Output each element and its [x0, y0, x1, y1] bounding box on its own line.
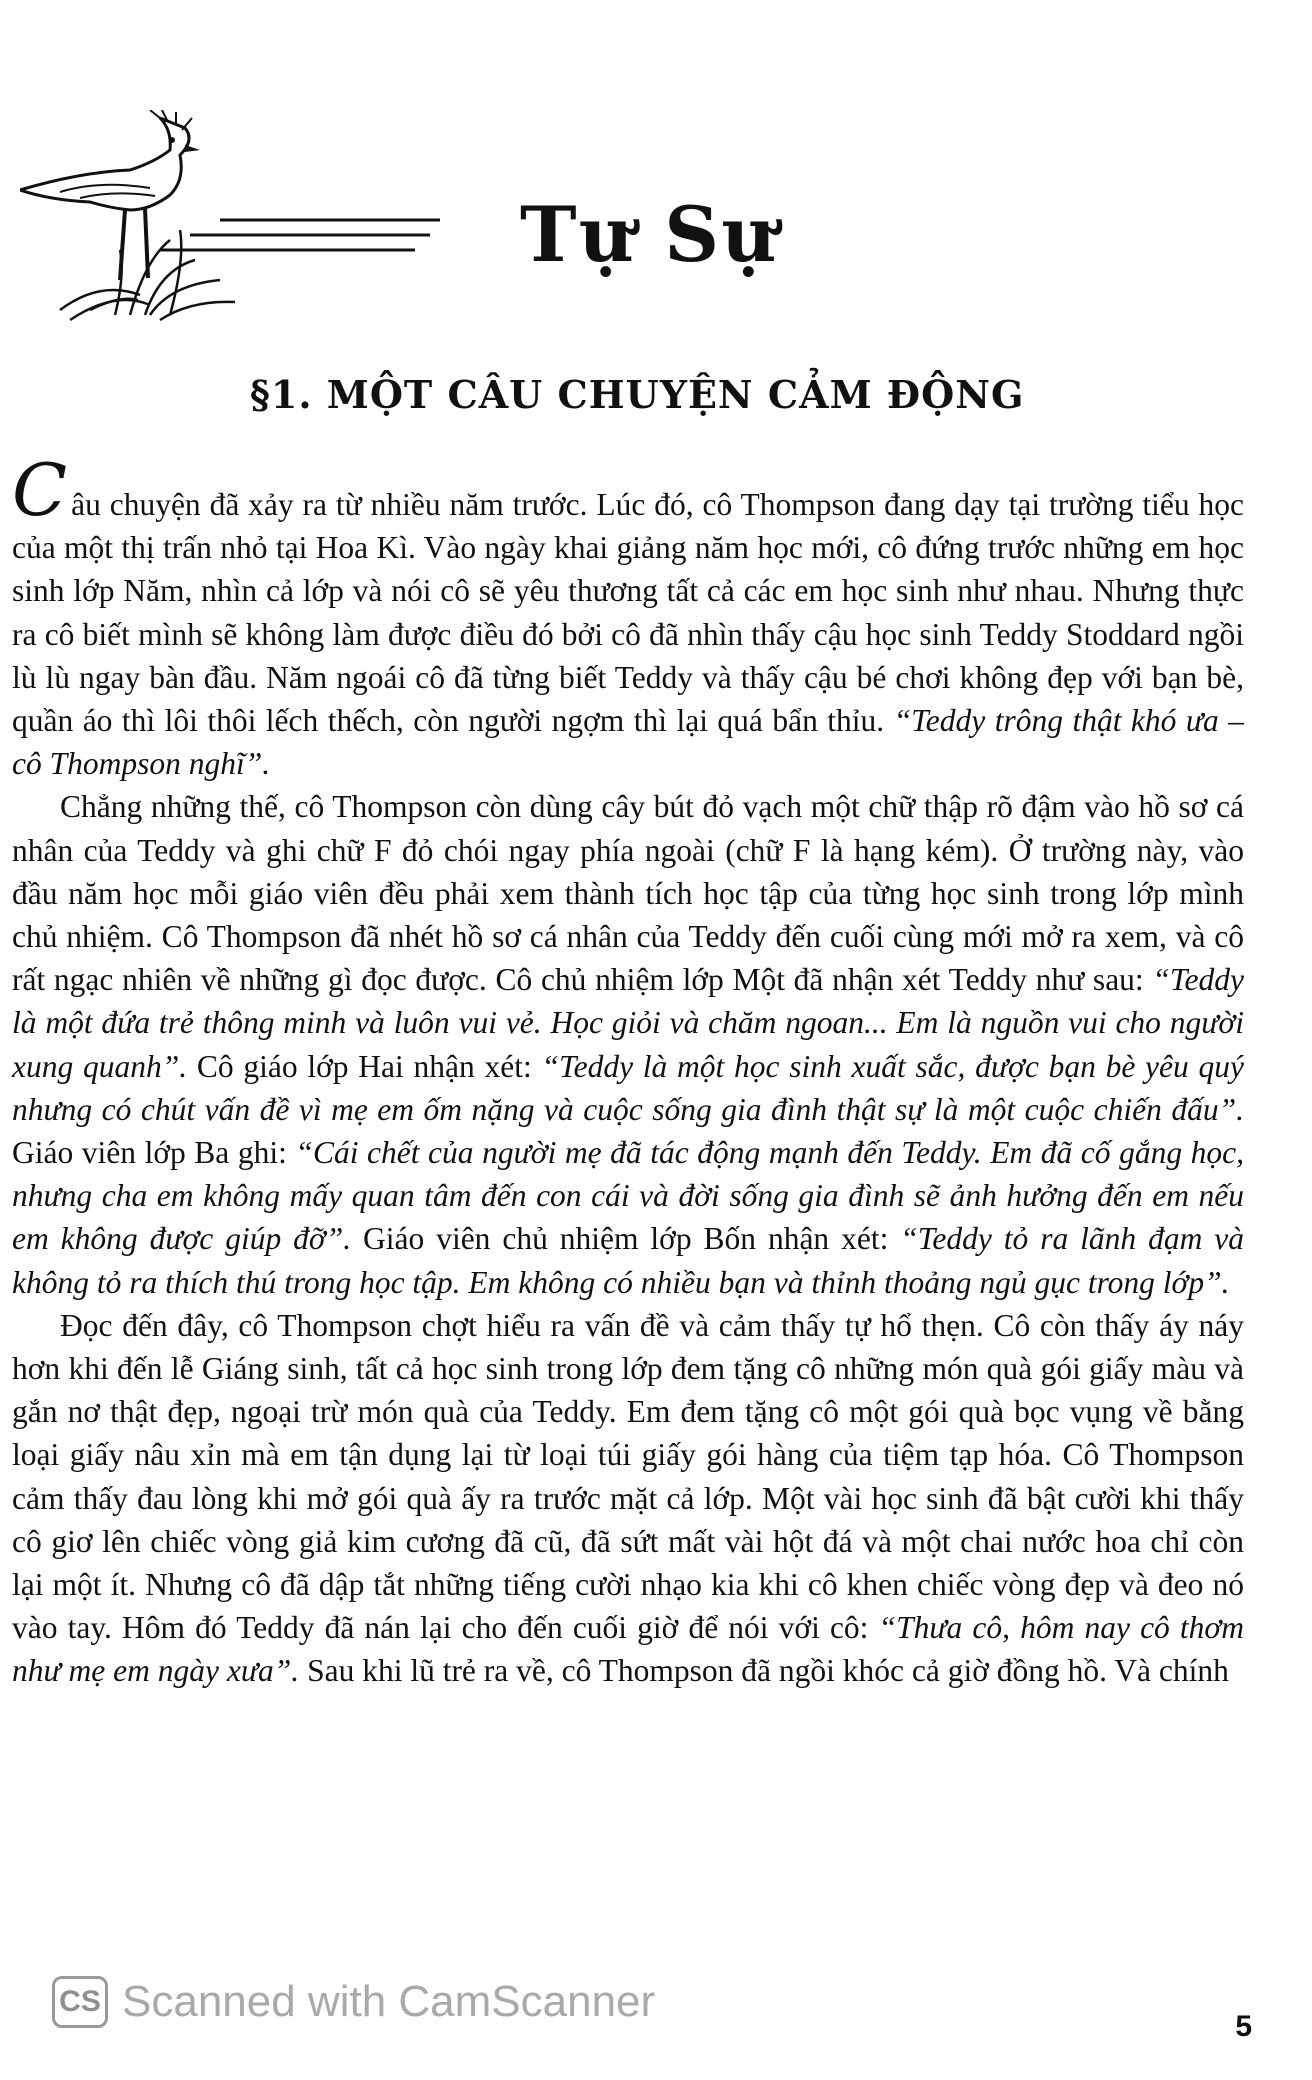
paragraph-2-quote-grade-1: “Teddy là một đứa trẻ thông minh và luôn vui vẻ. Học giỏi và chăm ngoan... Em là nguồn vui cho người xung quanh”. [12, 962, 1244, 1084]
paragraph-2-text-c: Cô giáo lớp Hai nhận xét: [187, 1048, 542, 1084]
watermark-text: Scanned with CamScanner [122, 1977, 656, 2026]
section-heading: §1. MỘT CÂU CHUYỆN CẢM ĐỘNG [250, 372, 1025, 417]
paragraph-1-quote: “Teddy trông thật khó ưa – cô Thompson nghĩ”. [12, 703, 1244, 782]
paragraph-1 [12, 448, 1244, 785]
paragraph-2-quote-grade-2: “Teddy là một học sinh xuất sắc, được bạn bè yêu quý nhưng có chút vấn đề vì mẹ em ốm nặng và cuộc sống gia đình thật sự là một cuộc chiến đấu”. [12, 1048, 1244, 1127]
camscanner-watermark [52, 1976, 655, 2028]
camscanner-logo-icon: CS [52, 1976, 108, 2028]
paragraph-3-quote: “Thưa cô, hôm nay cô thơm như mẹ em ngày xưa”. [12, 1610, 1244, 1689]
paragraph-2-quote-grade-4: “Teddy tỏ ra lãnh đạm và không tỏ ra thích thú trong học tập. Em không có nhiều bạn và thỉnh thoảng ngủ gục trong lớp”. [12, 1221, 1244, 1300]
paragraph-1-text: âu chuyện đã xảy ra từ nhiều năm trước. Lúc đó, cô Thompson đang dạy tại trường tiểu học của một thị trấn nhỏ tại Hoa Kì. Vào ngày khai giảng năm học mới, cô đứng trước những em học sinh lớp Năm, nhìn cả lớp và nói cô sẽ yêu thương tất cả các em học sinh như nhau. Nhưng thực ra cô biết mình sẽ không làm được điều đó bởi cô đã nhìn thấy cậu học sinh Teddy Stoddard ngồi lù lù ngay bàn đầu. Năm ngoái cô đã từng biết Teddy và thấy cậu bé chơi không đẹp với bạn bè, quần áo thì lôi thôi lếch thếch, còn người ngợm thì lại quá bẩn thỉu. [12, 487, 1244, 739]
paragraph-2 [12, 785, 1244, 1303]
paragraph-3-text-a: Đọc đến đây, cô Thompson chợt hiểu ra vấn đề và cảm thấy tự hổ thẹn. Cô còn thấy áy náy hơn khi đến lễ Giáng sinh, tất cả học sinh trong lớp đem tặng cô những món quà gói giấy màu và gắn nơ thật đẹp, ngoại trừ món quà của Teddy. Em đem tặng cô một gói quà bọc vụng về bằng loại giấy nâu xỉn mà em tận dụng lại từ loại túi giấy gói hàng của tiệm tạp hóa. Cô Thompson cảm thấy đau lòng khi mở gói quà ấy ra trước mặt cả lớp. Một vài học sinh đã bật cười khi thấy cô giơ lên chiếc vòng giả kim cương đã cũ, đã sứt mất vài hột đá và một chai nước hoa chỉ còn lại một ít. Nhưng cô đã dập tắt những tiếng cười nhạo kia khi cô khen chiếc vòng đẹp và đeo nó vào tay. Hôm đó Teddy đã nán lại cho đến cuối giờ để nói với cô: [12, 1307, 1244, 1646]
chapter-title: Tự Sự [520, 190, 779, 279]
paragraph-2-quote-grade-3: “Cái chết của người mẹ đã tác động mạnh đến Teddy. Em đã cố gắng học, nhưng cha em không mấy quan tâm đến con cái và đời sống gia đình sẽ ảnh hưởng đến em nếu em không được giúp đỡ”. [12, 1135, 1245, 1257]
page-number: 5 [1235, 2010, 1252, 2043]
body-text [12, 448, 1245, 1693]
paragraph-2-text-g: Giáo viên chủ nhiệm lớp Bốn nhận xét: [351, 1221, 901, 1257]
bird-ornament-icon [20, 110, 580, 340]
paragraph-3 [12, 1304, 1244, 1693]
paragraph-3-text-c: Sau khi lũ trẻ ra về, cô Thompson đã ngồi khóc cả giờ đồng hồ. Và chính [299, 1653, 1229, 1689]
drop-cap: C [12, 448, 68, 532]
paragraph-2-text-e: Giáo viên lớp Ba ghi: [12, 1135, 296, 1171]
paragraph-2-text-a: Chẳng những thế, cô Thompson còn dùng cây bút đỏ vạch một chữ thập rõ đậm vào hồ sơ cá nhân của Teddy và ghi chữ F đỏ chói ngay phía ngoài (chữ F là hạng kém). Ở trường này, vào đầu năm học mỗi giáo viên đều phải xem thành tích học tập của từng học sinh trong lớp mình chủ nhiệm. Cô Thompson đã nhét hồ sơ cá nhân của Teddy đến cuối cùng mới mở ra xem, và cô rất ngạc nhiên về những gì đọc được. Cô chủ nhiệm lớp Một đã nhận xét Teddy như sau: [12, 789, 1244, 998]
